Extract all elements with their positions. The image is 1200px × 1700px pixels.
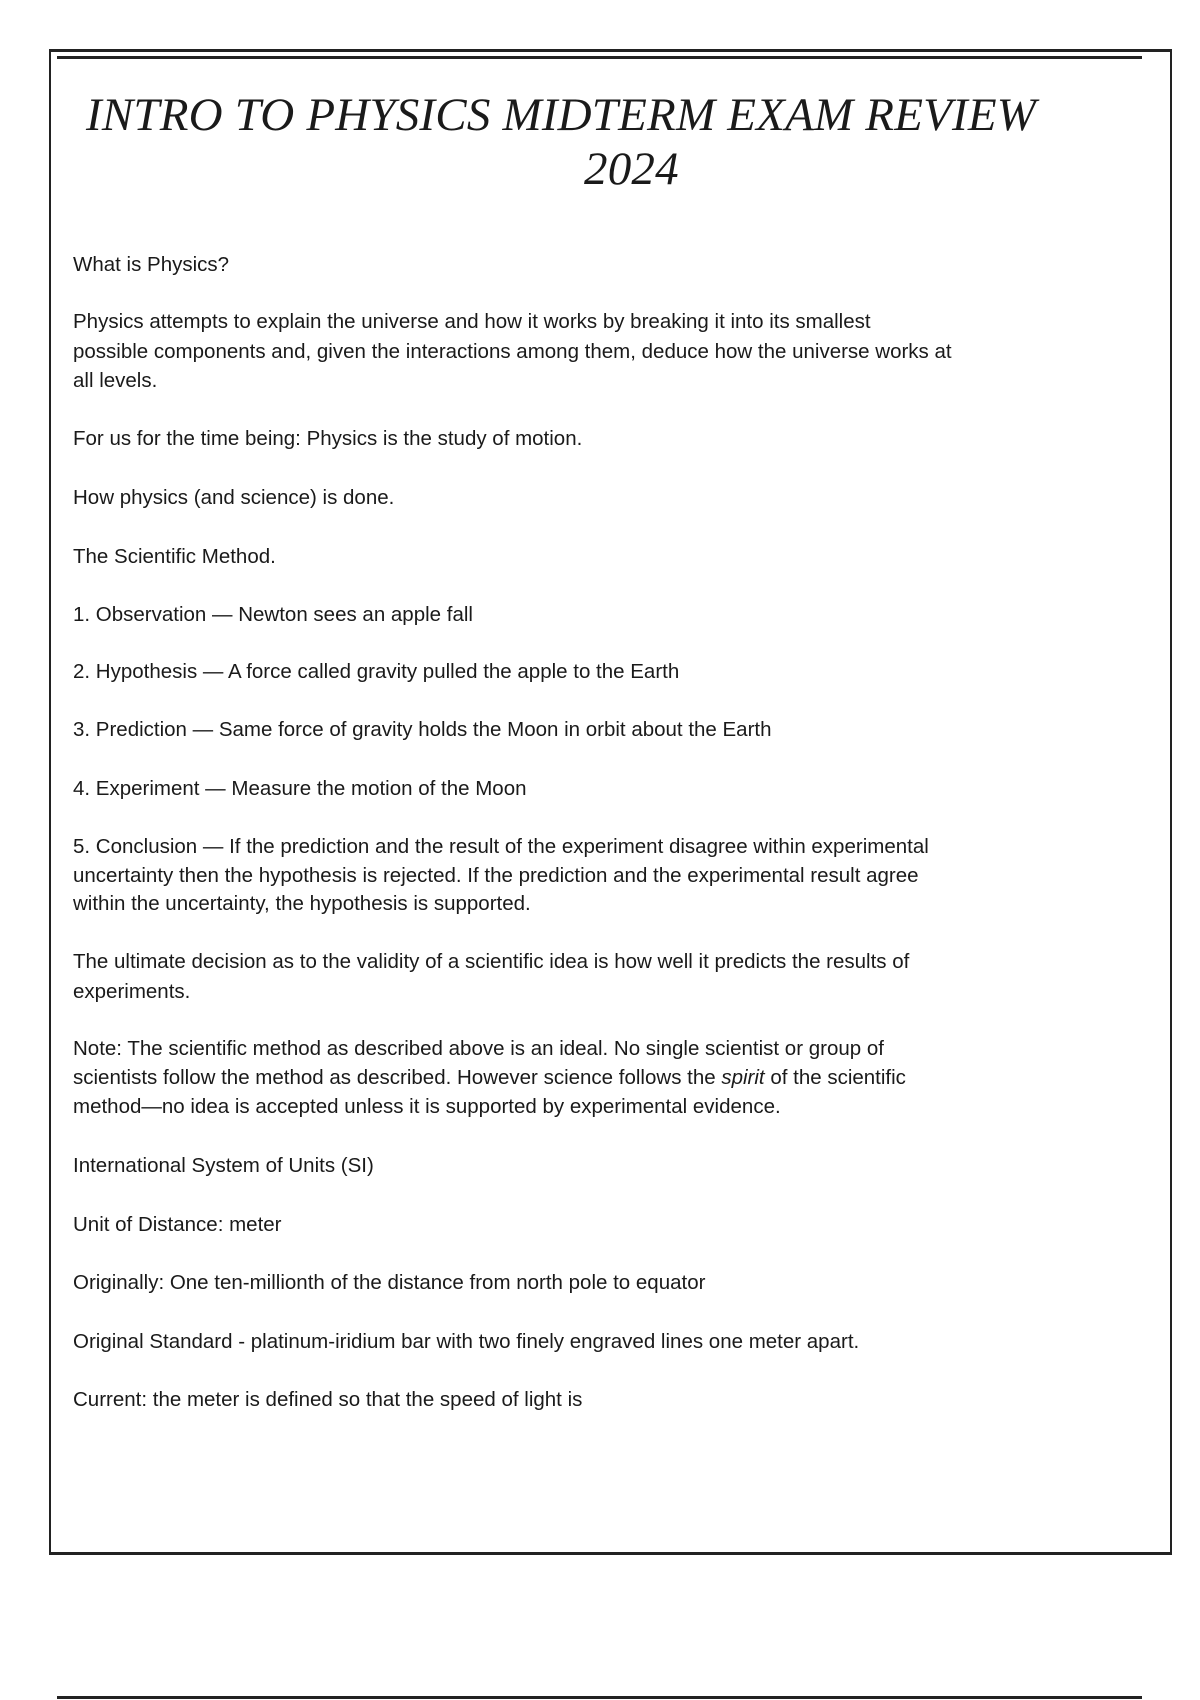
paragraph-originally-line: Originally: One ten-millionth of the distance from north pole to equator — [73, 1271, 706, 1294]
bottom-rule — [57, 1696, 1142, 1699]
paragraph-step-1-line: 1. Observation — Newton sees an apple fall — [73, 603, 473, 626]
paragraph-how-done-line: How physics (and science) is done. — [73, 486, 395, 509]
note-line-2 — [73, 1066, 906, 1090]
note-text: scientists follow the method as described. However science follows the — [73, 1066, 722, 1089]
paragraph-ultimate-decision-line: experiments. — [73, 980, 191, 1003]
paragraph-step-5-line: within the uncertainty, the hypothesis is supported. — [73, 892, 531, 915]
paragraph-original-standard-line: Original Standard - platinum-iridium bar with two finely engraved lines one meter apart. — [73, 1330, 860, 1353]
paragraph-step-5-line: uncertainty then the hypothesis is rejected. If the prediction and the experimental result agree — [73, 864, 919, 887]
paragraph-definition-line: Physics attempts to explain the universe and how it works by breaking it into its smallest — [73, 310, 871, 333]
paragraph-scientific-method-line: The Scientific Method. — [73, 545, 276, 568]
paragraph-ultimate-decision-line: The ultimate decision as to the validity of a scientific idea is how well it predicts the results of — [73, 950, 910, 973]
note-emphasis: spirit — [721, 1066, 765, 1089]
top-rule — [57, 56, 1142, 59]
paragraph-what-is-physics-line: What is Physics? — [73, 253, 230, 276]
paragraph-step-4-line: 4. Experiment — Measure the motion of the Moon — [73, 777, 527, 800]
note-text: of the scientific — [764, 1066, 906, 1089]
paragraph-unit-distance-line: Unit of Distance: meter — [73, 1213, 282, 1236]
paragraph-step-2-line: 2. Hypothesis — A force called gravity pulled the apple to the Earth — [73, 660, 680, 683]
title-line-1: INTRO TO PHYSICS MIDTERM EXAM REVIEW — [86, 89, 1037, 141]
paragraph-definition-line: all levels. — [73, 369, 158, 392]
title-line-2: 2024 — [584, 143, 679, 195]
note-line-3: method—no idea is accepted unless it is supported by experimental evidence. — [73, 1095, 781, 1118]
paragraph-definition-line: possible components and, given the interactions among them, deduce how the universe works at — [73, 340, 952, 363]
paragraph-current-line: Current: the meter is defined so that the speed of light is — [73, 1388, 583, 1411]
paragraph-si-units-line: International System of Units (SI) — [73, 1154, 374, 1177]
paragraph-for-us-line: For us for the time being: Physics is the study of motion. — [73, 427, 583, 450]
paragraph-note-line: Note: The scientific method as described above is an ideal. No single scientist or group of — [73, 1037, 884, 1060]
paragraph-step-5-line: 5. Conclusion — If the prediction and the result of the experiment disagree within experimental — [73, 835, 929, 858]
paragraph-step-3-line: 3. Prediction — Same force of gravity holds the Moon in orbit about the Earth — [73, 718, 772, 741]
